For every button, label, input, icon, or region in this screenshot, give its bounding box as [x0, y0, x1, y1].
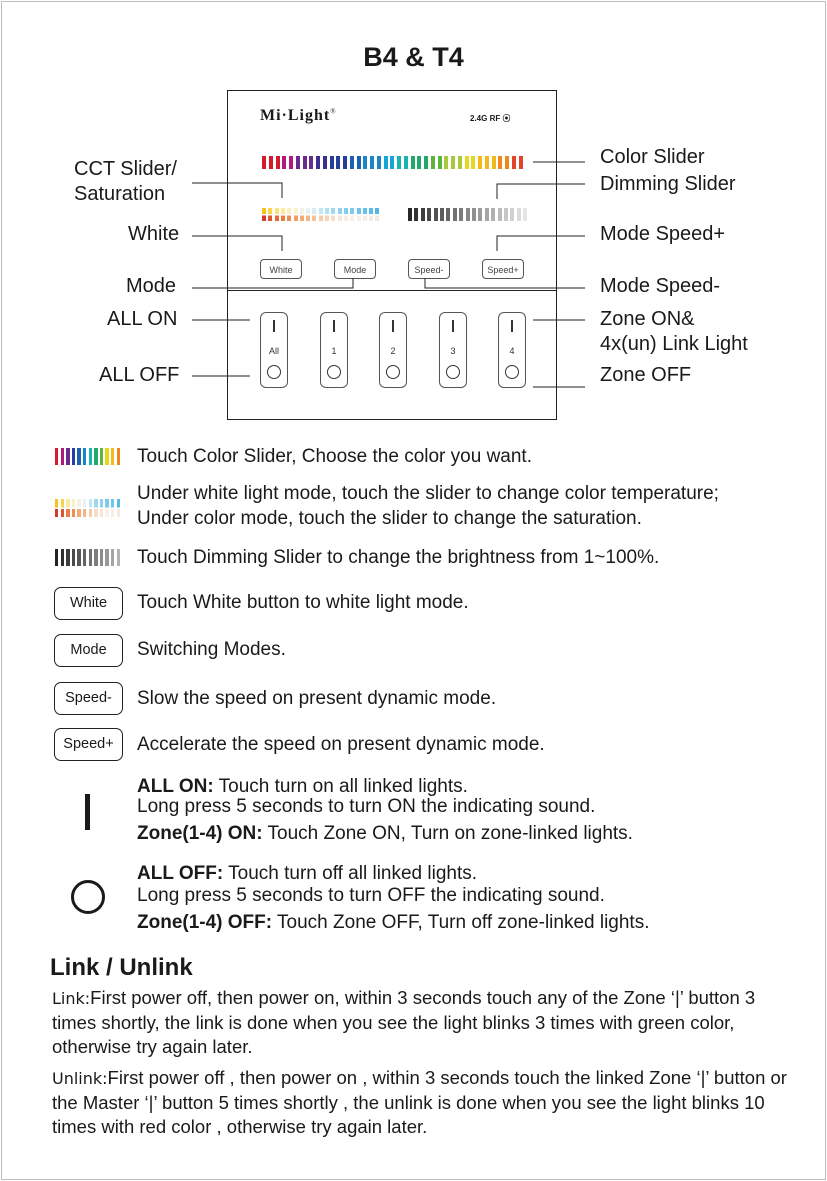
page-title: B4 & T4: [363, 42, 464, 72]
callout-zone-off: Zone OFF: [600, 364, 692, 386]
slider-segment: [100, 448, 103, 465]
brand-logo: Mi·Light®: [260, 107, 337, 124]
link-paragraph: Link:First power off, then power on, within 3 seconds touch any of the Zone ‘|’ button 3 times shortly, the link is done when you see the light blinks 3 times with green color, otherwise try again later.: [52, 987, 756, 1057]
slider-segment: [83, 499, 86, 517]
slider-segment: [89, 549, 92, 566]
zone-label: 2: [390, 346, 396, 356]
legend-zone-off-line: Zone(1-4) OFF: Touch Zone OFF, Turn off zone-linked lights.: [137, 912, 650, 933]
callout-cct-2: Saturation: [74, 183, 166, 205]
slider-segment: [61, 448, 64, 465]
zone-label: 3: [450, 346, 456, 356]
slider-segment: [117, 549, 120, 566]
slider-segment: [94, 499, 97, 517]
slider-segment: [100, 499, 103, 517]
legend-on-line-1: ALL ON: Touch turn on all linked lights.: [137, 776, 468, 797]
slider-segment: [77, 499, 80, 517]
link-heading: Link / Unlink: [50, 954, 193, 981]
callout-mode-speed-plus: Mode Speed+: [600, 223, 726, 245]
slider-segment: [94, 549, 97, 566]
on-bar-icon: [85, 794, 90, 830]
legend-white-text: Touch White button to white light mode.: [137, 592, 469, 613]
slider-segment: [100, 549, 103, 566]
legend-speed-minus-button: Speed-: [54, 682, 123, 715]
callout-dimming-slider: Dimming Slider: [600, 173, 736, 195]
slider-segment: [94, 448, 97, 465]
slider-segment: [55, 499, 58, 517]
off-circle-icon: [71, 880, 105, 914]
rf-badge: 2.4G RF ⦿: [470, 114, 511, 123]
slider-segment: [77, 549, 80, 566]
slider-segment: [72, 549, 75, 566]
legend-color-text: Touch Color Slider, Choose the color you want.: [137, 446, 532, 467]
slider-segment: [105, 448, 108, 465]
slider-segment: [72, 499, 75, 517]
callout-zone-on-2: 4x(un) Link Light: [600, 333, 748, 355]
legend-on-line-2: Long press 5 seconds to turn ON the indicating sound.: [137, 796, 596, 817]
callout-mode: Mode: [126, 275, 177, 297]
speed-minus-button[interactable]: Speed-: [408, 259, 450, 279]
slider-segment: [111, 499, 114, 517]
callout-color-slider: Color Slider: [600, 146, 705, 168]
slider-segment: [61, 549, 64, 566]
slider-segment: [72, 448, 75, 465]
zone-label: 4: [509, 346, 515, 356]
zone-label: All: [268, 346, 279, 356]
white-button[interactable]: White: [260, 259, 302, 279]
slider-segment: [66, 499, 69, 517]
slider-segment: [111, 448, 114, 465]
mode-button[interactable]: Mode: [334, 259, 376, 279]
signal-icon: ⦿: [502, 114, 511, 123]
slider-segment: [117, 499, 120, 517]
legend-zone-on-line: Zone(1-4) ON: Touch Zone ON, Turn on zone-linked lights.: [137, 823, 633, 844]
callout-white: White: [128, 223, 180, 245]
callout-mode-speed-minus: Mode Speed-: [600, 275, 721, 297]
legend-white-button: White: [54, 587, 123, 620]
unlink-paragraph: Unlink:First power off , then power on , within 3 seconds touch the linked Zone ‘|’ button or the Master ‘|’ button 5 times shortly , the unlink is done when you see the light blinks 10 times with red color , otherwise try again later.: [52, 1067, 787, 1137]
slider-segment: [83, 549, 86, 566]
callout-cct-1: CCT Slider/: [74, 158, 177, 180]
legend-mode-text: Switching Modes.: [137, 639, 286, 660]
slider-segment: [55, 549, 58, 566]
slider-segment: [55, 448, 58, 465]
zone-label: 1: [331, 346, 337, 356]
slider-segment: [105, 549, 108, 566]
legend-mode-button: Mode: [54, 634, 123, 667]
slider-segment: [77, 448, 80, 465]
legend-speed-minus-text: Slow the speed on present dynamic mode.: [137, 688, 497, 709]
slider-segment: [61, 499, 64, 517]
legend-speed-plus-button: Speed+: [54, 728, 123, 761]
speed-plus-button[interactable]: Speed+: [482, 259, 524, 279]
legend-dim-text: Touch Dimming Slider to change the brightness from 1~100%.: [137, 547, 660, 568]
slider-segment: [105, 499, 108, 517]
legend-cct-text-1: Under white light mode, touch the slider to change color temperature;: [137, 483, 719, 504]
callout-all-off: ALL OFF: [99, 364, 180, 386]
slider-segment: [89, 448, 92, 465]
callout-all-on: ALL ON: [107, 308, 178, 330]
slider-segment: [66, 448, 69, 465]
slider-segment: [117, 448, 120, 465]
callout-zone-on-1: Zone ON&: [600, 308, 695, 330]
slider-segment: [83, 448, 86, 465]
slider-segment: [111, 549, 114, 566]
legend-speed-plus-text: Accelerate the speed on present dynamic mode.: [137, 734, 545, 755]
slider-segment: [66, 549, 69, 566]
legend-cct-text-2: Under color mode, touch the slider to change the saturation.: [137, 508, 642, 529]
legend-off-line-1: ALL OFF: Touch turn off all linked lights.: [137, 863, 478, 884]
legend-off-line-2: Long press 5 seconds to turn OFF the indicating sound.: [137, 885, 605, 906]
slider-segment: [89, 499, 92, 517]
